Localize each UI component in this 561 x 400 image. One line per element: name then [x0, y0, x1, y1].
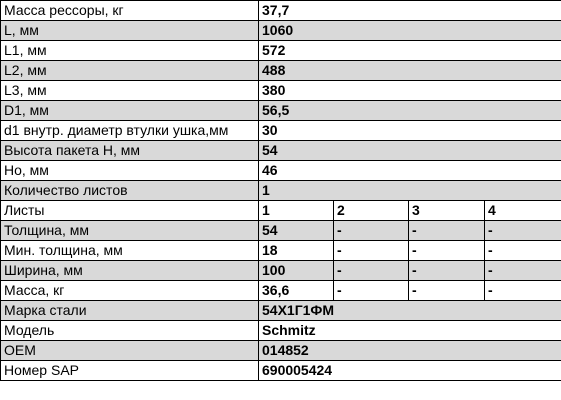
table-row — [1, 301, 561, 321]
table-row — [1, 61, 561, 81]
leaf-column-header: 4 — [485, 201, 561, 221]
table-row — [1, 101, 561, 121]
row-label: L1, мм — [1, 41, 259, 61]
row-value: 37,7 — [259, 1, 561, 21]
table-row — [1, 241, 561, 261]
row-value: 488 — [259, 61, 561, 81]
table-row — [1, 1, 561, 21]
row-label: d1 внутр. диаметр втулки ушка,мм — [1, 121, 259, 141]
row-label: Мин. толщина, мм — [1, 241, 259, 261]
leaf-cell: - — [485, 261, 561, 281]
row-label: Модель — [1, 321, 259, 341]
row-label: Масса рессоры, кг — [1, 1, 259, 21]
table-row — [1, 361, 561, 381]
sap-number-value: 690005424 — [259, 361, 561, 381]
table-row — [1, 261, 561, 281]
table-row — [1, 341, 561, 361]
model-value: Schmitz — [259, 321, 561, 341]
row-value: 46 — [259, 161, 561, 181]
leaf-cell: - — [409, 261, 485, 281]
leaf-cell: - — [485, 281, 561, 301]
leaf-cell: - — [334, 261, 409, 281]
leaf-cell: 100 — [259, 261, 334, 281]
row-label: L, мм — [1, 21, 259, 41]
leaves-label: Листы — [1, 201, 259, 221]
leaf-cell: 36,6 — [259, 281, 334, 301]
row-label: OEM — [1, 341, 259, 361]
steel-grade-value: 54Х1Г1ФМ — [259, 301, 561, 321]
leaf-cell: - — [409, 241, 485, 261]
leaves-header-row — [1, 201, 561, 221]
table-row — [1, 281, 561, 301]
row-label: Толщина, мм — [1, 221, 259, 241]
row-label: Ho, мм — [1, 161, 259, 181]
table-row — [1, 221, 561, 241]
table-row — [1, 141, 561, 161]
leaf-cell: - — [409, 221, 485, 241]
leaf-cell: - — [409, 281, 485, 301]
table-row — [1, 321, 561, 341]
leaf-cell: - — [334, 221, 409, 241]
row-value: 30 — [259, 121, 561, 141]
leaf-column-header: 1 — [259, 201, 334, 221]
row-value: 54 — [259, 141, 561, 161]
leaf-cell: 18 — [259, 241, 334, 261]
leaf-column-header: 2 — [334, 201, 409, 221]
oem-value: 014852 — [259, 341, 561, 361]
table-row — [1, 181, 561, 201]
row-value: 1060 — [259, 21, 561, 41]
row-label: L2, мм — [1, 61, 259, 81]
row-value: 1 — [259, 181, 561, 201]
table-row — [1, 161, 561, 181]
row-label: Ширина, мм — [1, 261, 259, 281]
table-row — [1, 81, 561, 101]
row-label: Номер SAP — [1, 361, 259, 381]
table-row — [1, 121, 561, 141]
row-value: 572 — [259, 41, 561, 61]
leaf-cell: 54 — [259, 221, 334, 241]
row-value: 56,5 — [259, 101, 561, 121]
table-row — [1, 21, 561, 41]
row-label: Марка стали — [1, 301, 259, 321]
leaf-cell: - — [334, 241, 409, 261]
table-row — [1, 41, 561, 61]
leaf-column-header: 3 — [409, 201, 485, 221]
row-label: D1, мм — [1, 101, 259, 121]
row-value: 380 — [259, 81, 561, 101]
leaf-cell: - — [334, 281, 409, 301]
row-label: Высота пакета H, мм — [1, 141, 259, 161]
row-label: L3, мм — [1, 81, 259, 101]
leaf-cell: - — [485, 241, 561, 261]
leaf-cell: - — [485, 221, 561, 241]
row-label: Количество листов — [1, 181, 259, 201]
row-label: Масса, кг — [1, 281, 259, 301]
